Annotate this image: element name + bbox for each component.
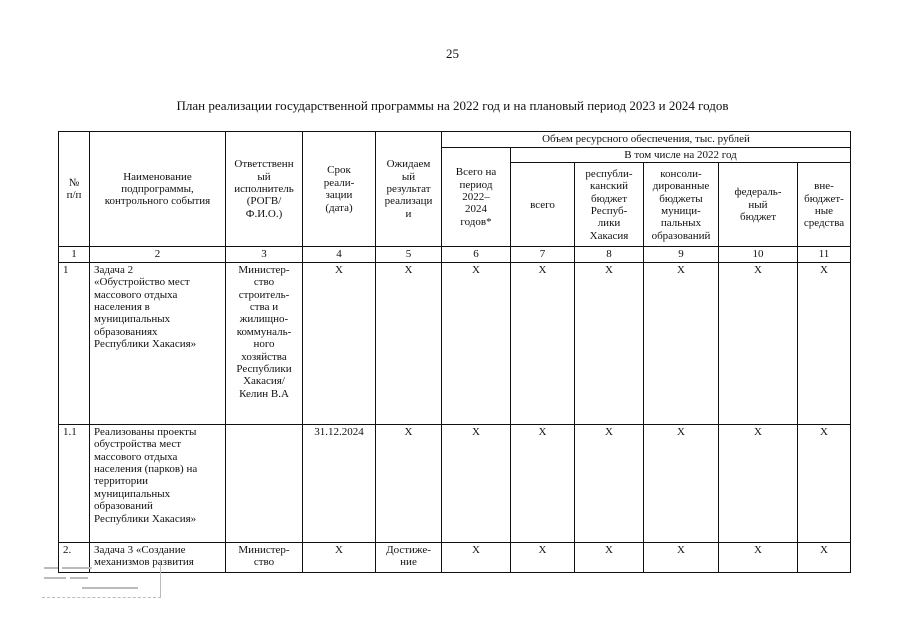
header-total: всего <box>511 163 575 247</box>
header-name: Наименование подпрограммы, контрольного события <box>90 132 226 247</box>
column-number: 9 <box>644 247 719 262</box>
row-republic-budget: Х <box>575 424 644 542</box>
table-row <box>59 542 851 572</box>
row-total-period: Х <box>442 542 511 572</box>
row-offbudget: Х <box>798 424 851 542</box>
column-number: 2 <box>90 247 226 262</box>
row-consolidated: Х <box>644 262 719 424</box>
row-responsible: Министер- ство <box>226 542 303 572</box>
column-number: 1 <box>59 247 90 262</box>
row-total-2022: Х <box>511 424 575 542</box>
header-republic-budget: республи- канский бюджет Респуб- лики Хакасия <box>575 163 644 247</box>
row-republic-budget: Х <box>575 542 644 572</box>
document-title: План реализации государственной программы на 2022 год и на плановый период 2023 и 2024 годов <box>176 98 729 113</box>
row-total-2022: Х <box>511 262 575 424</box>
column-number: 10 <box>719 247 798 262</box>
row-num: 2. <box>59 542 90 572</box>
row-federal: Х <box>719 262 798 424</box>
header-consolidated: консоли- дированные бюджеты муници- пальных образований <box>644 163 719 247</box>
header-offbudget: вне- бюджет- ные средства <box>798 163 851 247</box>
row-offbudget: Х <box>798 262 851 424</box>
row-total-period: Х <box>442 424 511 542</box>
column-number: 11 <box>798 247 851 262</box>
row-deadline: Х <box>303 542 376 572</box>
row-consolidated: Х <box>644 424 719 542</box>
row-deadline: 31.12.2024 <box>303 424 376 542</box>
row-total-2022: Х <box>511 542 575 572</box>
row-expected: Х <box>376 424 442 542</box>
column-number: 5 <box>376 247 442 262</box>
header-num: № п/п <box>59 132 90 247</box>
row-offbudget: Х <box>798 542 851 572</box>
electronic-signature-stamp <box>42 561 161 598</box>
column-numbers-row <box>59 247 851 262</box>
column-number: 7 <box>511 247 575 262</box>
plan-table <box>58 131 851 573</box>
header-total-period: Всего на период 2022– 2024 годов* <box>442 148 511 247</box>
row-num: 1.1 <box>59 424 90 542</box>
column-number: 3 <box>226 247 303 262</box>
stamp-marks-icon <box>42 561 160 597</box>
row-name: Реализованы проекты обустройства мест массового отдыха населения (парков) на территории муниципальных образований Республики Хакасия» <box>90 424 226 542</box>
header-resources: Объем ресурсного обеспечения, тыс. рублей <box>442 132 851 148</box>
row-federal: Х <box>719 424 798 542</box>
header-federal: федераль- ный бюджет <box>719 163 798 247</box>
row-name: Задача 2 «Обустройство мест массового отдыха населения в муниципальных образованиях Республики Хакасия» <box>90 262 226 424</box>
row-responsible: Министер- ство строитель- ства и жилищно- коммуналь- ного хозяйства Республики Хакасия/ Келин В.А <box>226 262 303 424</box>
row-num: 1 <box>59 262 90 424</box>
page-number: 25 <box>446 46 459 61</box>
header-expected: Ожидаем ый результат реализаци и <box>376 132 442 247</box>
row-federal: Х <box>719 542 798 572</box>
header-row-1 <box>59 132 851 148</box>
column-number: 4 <box>303 247 376 262</box>
row-expected: Х <box>376 262 442 424</box>
row-republic-budget: Х <box>575 262 644 424</box>
table-row <box>59 424 851 542</box>
column-number: 8 <box>575 247 644 262</box>
row-consolidated: Х <box>644 542 719 572</box>
row-deadline: Х <box>303 262 376 424</box>
row-total-period: Х <box>442 262 511 424</box>
header-deadline: Срок реали- зации (дата) <box>303 132 376 247</box>
row-responsible <box>226 424 303 542</box>
table-row <box>59 262 851 424</box>
header-responsible: Ответственн ый исполнитель (РОГВ/ Ф.И.О.) <box>226 132 303 247</box>
row-name: Задача 3 «Создание механизмов развития <box>90 542 226 572</box>
row-expected: Достиже- ние <box>376 542 442 572</box>
column-number: 6 <box>442 247 511 262</box>
header-incl-2022: В том числе на 2022 год <box>511 148 851 163</box>
